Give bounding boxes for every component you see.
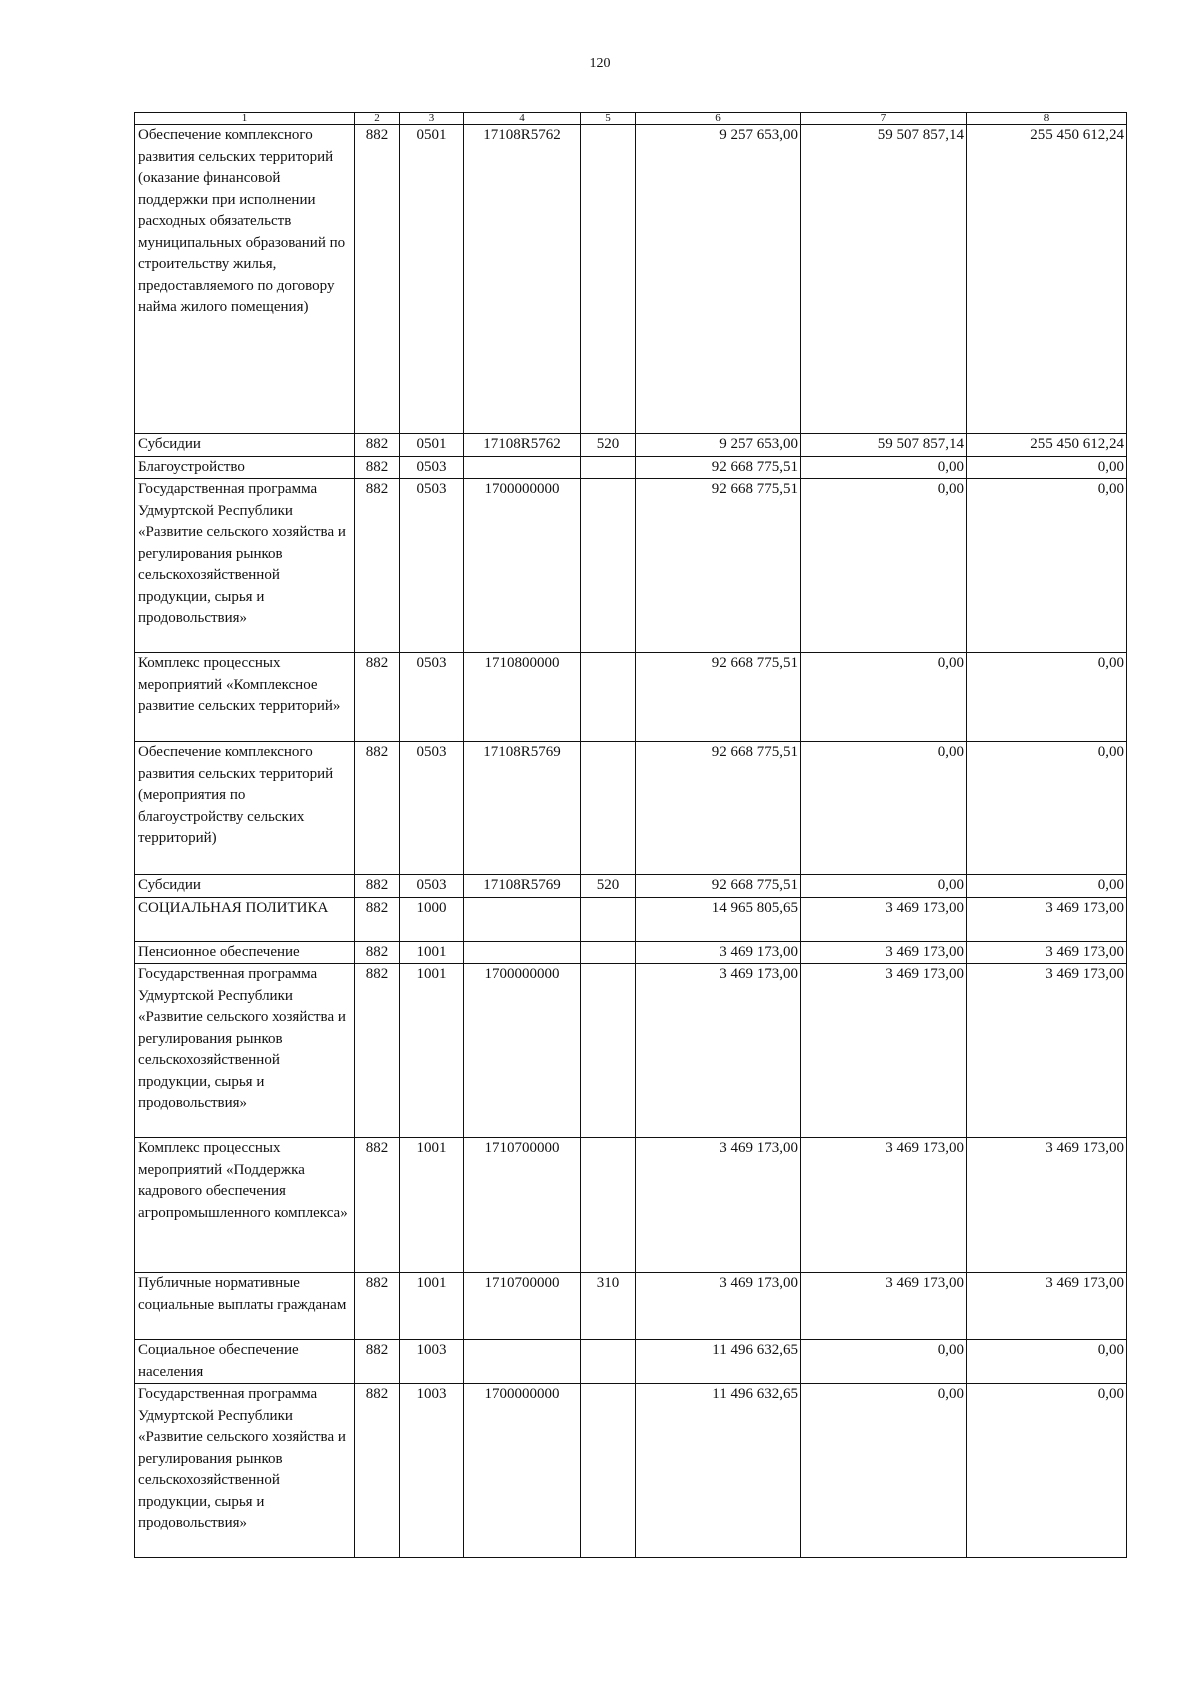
sum2-cell: 0,00 xyxy=(801,875,967,898)
ved-cell: 882 xyxy=(355,479,400,653)
budget-table xyxy=(134,112,1127,1558)
rzpr-cell: 1000 xyxy=(400,897,464,941)
sum3-cell: 0,00 xyxy=(967,875,1127,898)
vr-cell xyxy=(581,125,636,434)
column-header: 6 xyxy=(636,113,801,125)
row-name-cell: Государственная программа Удмуртской Республики «Развитие сельского хозяйства и регулирования рынков сельскохозяйственной продукции, сырья и продовольствия» xyxy=(135,1384,355,1558)
csr-cell: 1710700000 xyxy=(464,1273,581,1340)
vr-cell xyxy=(581,941,636,964)
row-name-cell: Социальное обеспечение населения xyxy=(135,1340,355,1384)
row-name-cell: Комплекс процессных мероприятий «Комплексное развитие сельских территорий» xyxy=(135,653,355,742)
ved-cell: 882 xyxy=(355,456,400,479)
sum1-cell: 3 469 173,00 xyxy=(636,941,801,964)
table-row xyxy=(135,742,1127,875)
row-name-cell: Благоустройство xyxy=(135,456,355,479)
csr-cell: 17108R5769 xyxy=(464,742,581,875)
sum3-cell: 3 469 173,00 xyxy=(967,1138,1127,1273)
row-name-cell: Субсидии xyxy=(135,875,355,898)
rzpr-cell: 0501 xyxy=(400,125,464,434)
sum3-cell: 0,00 xyxy=(967,742,1127,875)
sum2-cell: 59 507 857,14 xyxy=(801,125,967,434)
row-name-cell: Обеспечение комплексного развития сельских территорий (оказание финансовой поддержки при исполнении расходных обязательств муниципальных образований по строительству жилья, предоставляемого по договору найма жилого помещения) xyxy=(135,125,355,434)
ved-cell: 882 xyxy=(355,1138,400,1273)
ved-cell: 882 xyxy=(355,964,400,1138)
rzpr-cell: 0503 xyxy=(400,875,464,898)
ved-cell: 882 xyxy=(355,125,400,434)
ved-cell: 882 xyxy=(355,653,400,742)
sum2-cell: 0,00 xyxy=(801,456,967,479)
column-header: 1 xyxy=(135,113,355,125)
column-header: 8 xyxy=(967,113,1127,125)
table-row xyxy=(135,125,1127,434)
table-row xyxy=(135,479,1127,653)
vr-cell xyxy=(581,653,636,742)
table-row xyxy=(135,941,1127,964)
ved-cell: 882 xyxy=(355,1273,400,1340)
rzpr-cell: 0503 xyxy=(400,742,464,875)
ved-cell: 882 xyxy=(355,742,400,875)
vr-cell xyxy=(581,1138,636,1273)
csr-cell xyxy=(464,1340,581,1384)
rzpr-cell: 1003 xyxy=(400,1340,464,1384)
csr-cell xyxy=(464,941,581,964)
sum1-cell: 11 496 632,65 xyxy=(636,1340,801,1384)
vr-cell: 310 xyxy=(581,1273,636,1340)
sum3-cell: 0,00 xyxy=(967,1340,1127,1384)
sum1-cell: 3 469 173,00 xyxy=(636,964,801,1138)
sum1-cell: 92 668 775,51 xyxy=(636,742,801,875)
sum1-cell: 3 469 173,00 xyxy=(636,1138,801,1273)
rzpr-cell: 1001 xyxy=(400,1138,464,1273)
sum2-cell: 3 469 173,00 xyxy=(801,1273,967,1340)
column-header: 7 xyxy=(801,113,967,125)
rzpr-cell: 1003 xyxy=(400,1384,464,1558)
row-name-cell: Государственная программа Удмуртской Республики «Развитие сельского хозяйства и регулирования рынков сельскохозяйственной продукции, сырья и продовольствия» xyxy=(135,479,355,653)
ved-cell: 882 xyxy=(355,434,400,457)
page-number: 120 xyxy=(589,56,611,71)
csr-cell xyxy=(464,456,581,479)
row-name-cell: Пенсионное обеспечение xyxy=(135,941,355,964)
csr-cell: 17108R5762 xyxy=(464,125,581,434)
column-header: 4 xyxy=(464,113,581,125)
sum3-cell: 0,00 xyxy=(967,479,1127,653)
rzpr-cell: 0503 xyxy=(400,456,464,479)
table-row xyxy=(135,1273,1127,1340)
ved-cell: 882 xyxy=(355,897,400,941)
table-row xyxy=(135,1138,1127,1273)
sum3-cell: 255 450 612,24 xyxy=(967,434,1127,457)
row-name-cell: Комплекс процессных мероприятий «Поддержка кадрового обеспечения агропромышленного комплекса» xyxy=(135,1138,355,1273)
vr-cell: 520 xyxy=(581,875,636,898)
row-name-cell: СОЦИАЛЬНАЯ ПОЛИТИКА xyxy=(135,897,355,941)
table-row xyxy=(135,897,1127,941)
sum3-cell: 0,00 xyxy=(967,653,1127,742)
sum3-cell: 3 469 173,00 xyxy=(967,1273,1127,1340)
table-row xyxy=(135,434,1127,457)
vr-cell xyxy=(581,742,636,875)
sum2-cell: 0,00 xyxy=(801,1384,967,1558)
csr-cell: 1700000000 xyxy=(464,964,581,1138)
sum2-cell: 3 469 173,00 xyxy=(801,897,967,941)
ved-cell: 882 xyxy=(355,941,400,964)
column-header: 2 xyxy=(355,113,400,125)
sum3-cell: 0,00 xyxy=(967,1384,1127,1558)
sum3-cell: 3 469 173,00 xyxy=(967,964,1127,1138)
sum2-cell: 0,00 xyxy=(801,1340,967,1384)
table-row xyxy=(135,964,1127,1138)
sum2-cell: 59 507 857,14 xyxy=(801,434,967,457)
row-name-cell: Государственная программа Удмуртской Республики «Развитие сельского хозяйства и регулирования рынков сельскохозяйственной продукции, сырья и продовольствия» xyxy=(135,964,355,1138)
sum3-cell: 3 469 173,00 xyxy=(967,941,1127,964)
vr-cell xyxy=(581,1384,636,1558)
table-row xyxy=(135,653,1127,742)
sum3-cell: 0,00 xyxy=(967,456,1127,479)
ved-cell: 882 xyxy=(355,1340,400,1384)
vr-cell xyxy=(581,897,636,941)
rzpr-cell: 0503 xyxy=(400,479,464,653)
vr-cell xyxy=(581,964,636,1138)
sum1-cell: 92 668 775,51 xyxy=(636,653,801,742)
sum1-cell: 9 257 653,00 xyxy=(636,125,801,434)
sum1-cell: 92 668 775,51 xyxy=(636,479,801,653)
sum3-cell: 255 450 612,24 xyxy=(967,125,1127,434)
sum2-cell: 3 469 173,00 xyxy=(801,941,967,964)
csr-cell xyxy=(464,897,581,941)
table-row xyxy=(135,1384,1127,1558)
csr-cell: 1700000000 xyxy=(464,479,581,653)
vr-cell: 520 xyxy=(581,434,636,457)
table-row xyxy=(135,875,1127,898)
row-name-cell: Обеспечение комплексного развития сельских территорий (мероприятия по благоустройству сельских территорий) xyxy=(135,742,355,875)
rzpr-cell: 0503 xyxy=(400,653,464,742)
csr-cell: 17108R5769 xyxy=(464,875,581,898)
rzpr-cell: 0501 xyxy=(400,434,464,457)
sum2-cell: 3 469 173,00 xyxy=(801,964,967,1138)
csr-cell: 1700000000 xyxy=(464,1384,581,1558)
ved-cell: 882 xyxy=(355,875,400,898)
sum2-cell: 0,00 xyxy=(801,653,967,742)
sum1-cell: 92 668 775,51 xyxy=(636,875,801,898)
sum2-cell: 3 469 173,00 xyxy=(801,1138,967,1273)
table-row xyxy=(135,456,1127,479)
sum2-cell: 0,00 xyxy=(801,479,967,653)
sum2-cell: 0,00 xyxy=(801,742,967,875)
csr-cell: 17108R5762 xyxy=(464,434,581,457)
sum1-cell: 11 496 632,65 xyxy=(636,1384,801,1558)
rzpr-cell: 1001 xyxy=(400,941,464,964)
vr-cell xyxy=(581,456,636,479)
rzpr-cell: 1001 xyxy=(400,964,464,1138)
sum1-cell: 14 965 805,65 xyxy=(636,897,801,941)
column-header: 5 xyxy=(581,113,636,125)
ved-cell: 882 xyxy=(355,1384,400,1558)
rzpr-cell: 1001 xyxy=(400,1273,464,1340)
row-name-cell: Субсидии xyxy=(135,434,355,457)
table-row xyxy=(135,1340,1127,1384)
csr-cell: 1710700000 xyxy=(464,1138,581,1273)
sum1-cell: 92 668 775,51 xyxy=(636,456,801,479)
sum1-cell: 9 257 653,00 xyxy=(636,434,801,457)
sum3-cell: 3 469 173,00 xyxy=(967,897,1127,941)
sum1-cell: 3 469 173,00 xyxy=(636,1273,801,1340)
vr-cell xyxy=(581,479,636,653)
csr-cell: 1710800000 xyxy=(464,653,581,742)
column-header: 3 xyxy=(400,113,464,125)
row-name-cell: Публичные нормативные социальные выплаты гражданам xyxy=(135,1273,355,1340)
column-number-row xyxy=(135,113,1127,125)
vr-cell xyxy=(581,1340,636,1384)
